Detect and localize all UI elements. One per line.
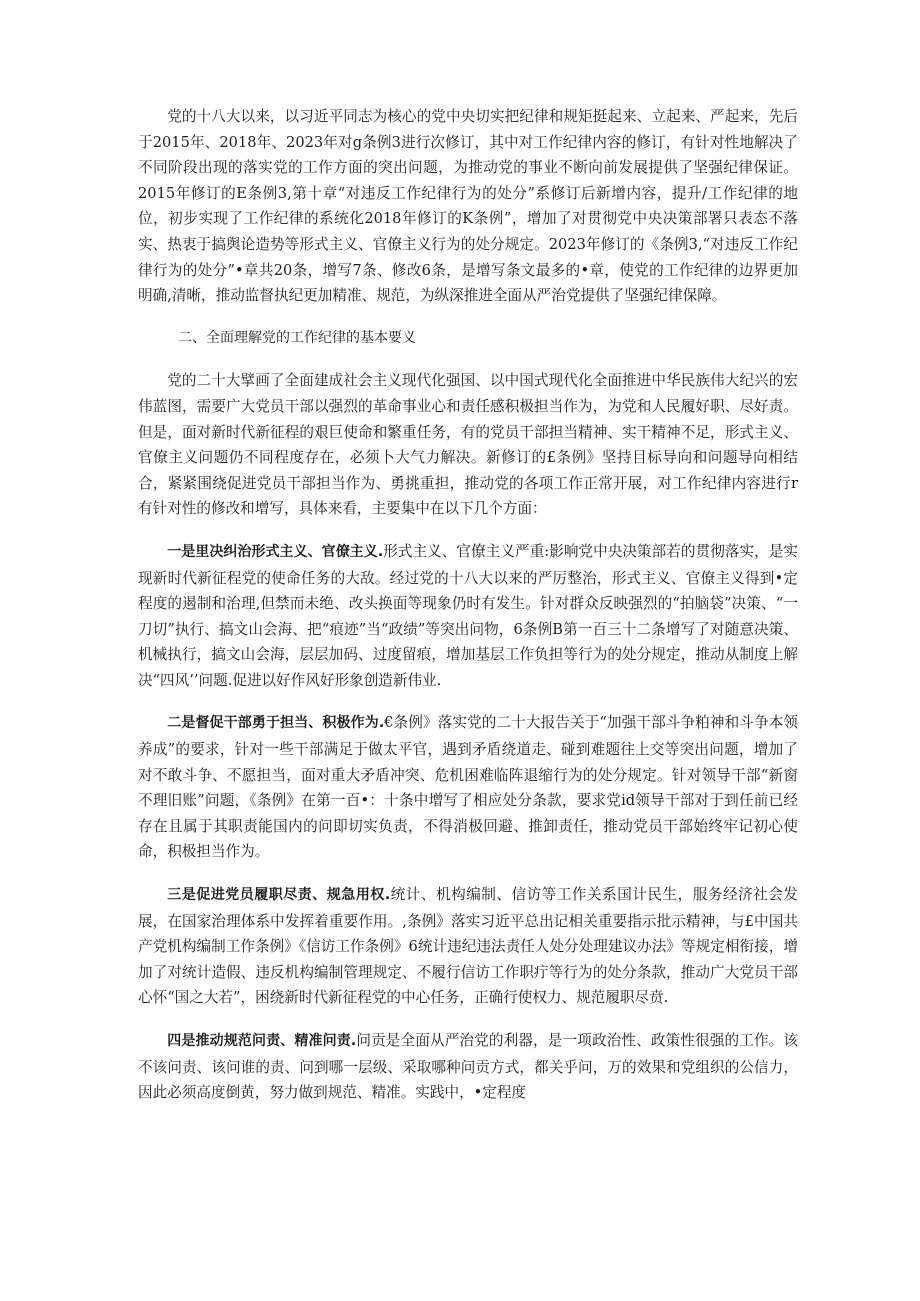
paragraph-gap [138,1011,798,1028]
paragraph-4 [138,710,798,865]
paragraph-5-lead: 三是促进党员履职尽责、规急用权. [167,887,391,904]
paragraph-gap [138,522,798,539]
paragraph-gap [138,865,798,882]
paragraph-2: 党的二十大擘画了全面建成社会主义现代化强国、以中国式现代化全面推进中华民族伟大纪兴的宏伟蓝图，需要广大党员干部以强烈的革命事业心和责任感积极担当作为，为党和人民履好职、尽好责。但是，面对新时代新征程的艰巨使命和繁重任务，有的党员干部担当精神、实干精神不足，形式主义、官僚主义问题仍不同程度存在，必须卜大气力解决。新修订的£条例》坚持目标导向和问题导向相结合，紧紧围绕促进党员干部担当作为、勇挑重担，推动党的各项工作正常开展，对工作纪律内容进行r有针对性的修改和增写，具体来看，主要集中在以下几个方面： [138,372,798,518]
document-page [138,104,798,1106]
paragraph-gap [138,351,798,368]
paragraph-3-body: 形式主义、官僚主义严重:影响党中央决策部若的贯彻落实，是实现新时代新征程党的使命任务的大敌。经过党的十八大以来的严厉整治，形式主义、官僚主义得到•定程度的遏制和治理,但禁而未绝、改头换面等现象仍时有发生。针对群众反映强烈的“拍脑袋”决策、“一刀切”执行、搞文山会海、把“痕迹”当“政绩”等突出问物，6条例B第一百三十二条增写了对随意决策、机械执行，搞文山会海，层层加码、过度留痕，增加基层工作负担等行为的处分规定，推动从制度上解决“四风’’问题.促进以好作风好形象创造新伟业. [138,542,798,689]
paragraph-4-body: €条例》落实党的二十大报告关于“加强干部斗争粕神和斗争本领养成”的要求，针对一些干部满足于做太平官，遇到矛盾绕道走、碰到难题往上交等突出问题，增加了对不敢斗争、不愿担当，面对重大矛盾冲突、危机困难临阵退缩行为的处分规定。针对领导干部“新窗不理旧账”问题，《条例》在第一百•：十条中增写了相应处分条款，要求党id领导干部对于到任前已经存在且属于其职责能国内的问即切实负责，不得消极回避、推卸责任，推动党员干部始终牢记初心使命，积极担当作为。 [138,714,798,861]
paragraph-6-lead: 四是推动规范问责、精准问责. [167,1033,357,1049]
paragraph-5 [138,882,798,1011]
paragraph-gap [138,693,798,710]
paragraph-3 [138,539,798,694]
paragraph-6 [138,1028,798,1106]
paragraph-4-lead: 二是督促干部勇于担当、积极作为. [167,715,385,732]
paragraph-5-body: 统计、机构编制、信访等工作关系国计民生，服务经济社会发展，在国家治理体系中发挥着重要作用。,条例》落实习近平总出记相关重要指示批示精神，与£中国共产党机构编制工作条例》《信访工作条例》6统计违纪违法责任人处分处理建议办法》等规定相衔接，增加了对统计造假、违反机构编制管理规定、不履行信访工作职疔等行为的处分条款，推动广大党员干部心怀“国之大若”，困绕新时代新征程党的中心任务，正确行使权力、规范履职尽贲. [138,886,798,1007]
paragraph-6-body: 问贡是全面从严治党的利器，是一项政治性、政策性很强的工作。该不该问责、该问谁的责、问到哪一层级、采取哪种问贡方式，都关乎问，万的效果和党组织的公信力，因此必须高度倒黄，努力做到规范、精准。实践中，•定程度 [138,1032,798,1102]
paragraph-gap [138,309,798,326]
paragraph-3-lead: 一是里决纠治形式主义、官僚主义. [167,543,384,560]
section-heading: 二、全面理解党的工作纪律的基本要义 [178,329,416,346]
paragraph-1: 党的十八大以来，以习近平同志为核心的党中央切实把纪律和规矩挺起来、立起来、严起来，先后于2015年、2018年、2023年对g条例3进行次修订，其中对工作纪律内容的修订，有针对性地解决了不同阶段出现的落实党的工作方面的突出问题，为推动党的事业不断向前发展提供了坚强纪律保证。2015年修订的E条例3,第十章“对违反工作纪律行为的处分”系修订后新增内容，提升/工作纪律的地位，初步实现了工作纪律的系统化2018年修订的K条例”，增加了对贯彻党中央决策部署只表态不落实、热衷于搞舆论造势等形式主义、官僚主义行为的处分规定。2023年修订的《条例3,“对违反工作纪律行为的处分”•章共20条，增写7条、修改6条，是增写条文最多的•章，使党的工作纪律的边界更加明确,清晰，推动监督执纪更加精准、规范，为纵深推进全面从严治党提供了坚强纪律保障。 [138,108,798,305]
